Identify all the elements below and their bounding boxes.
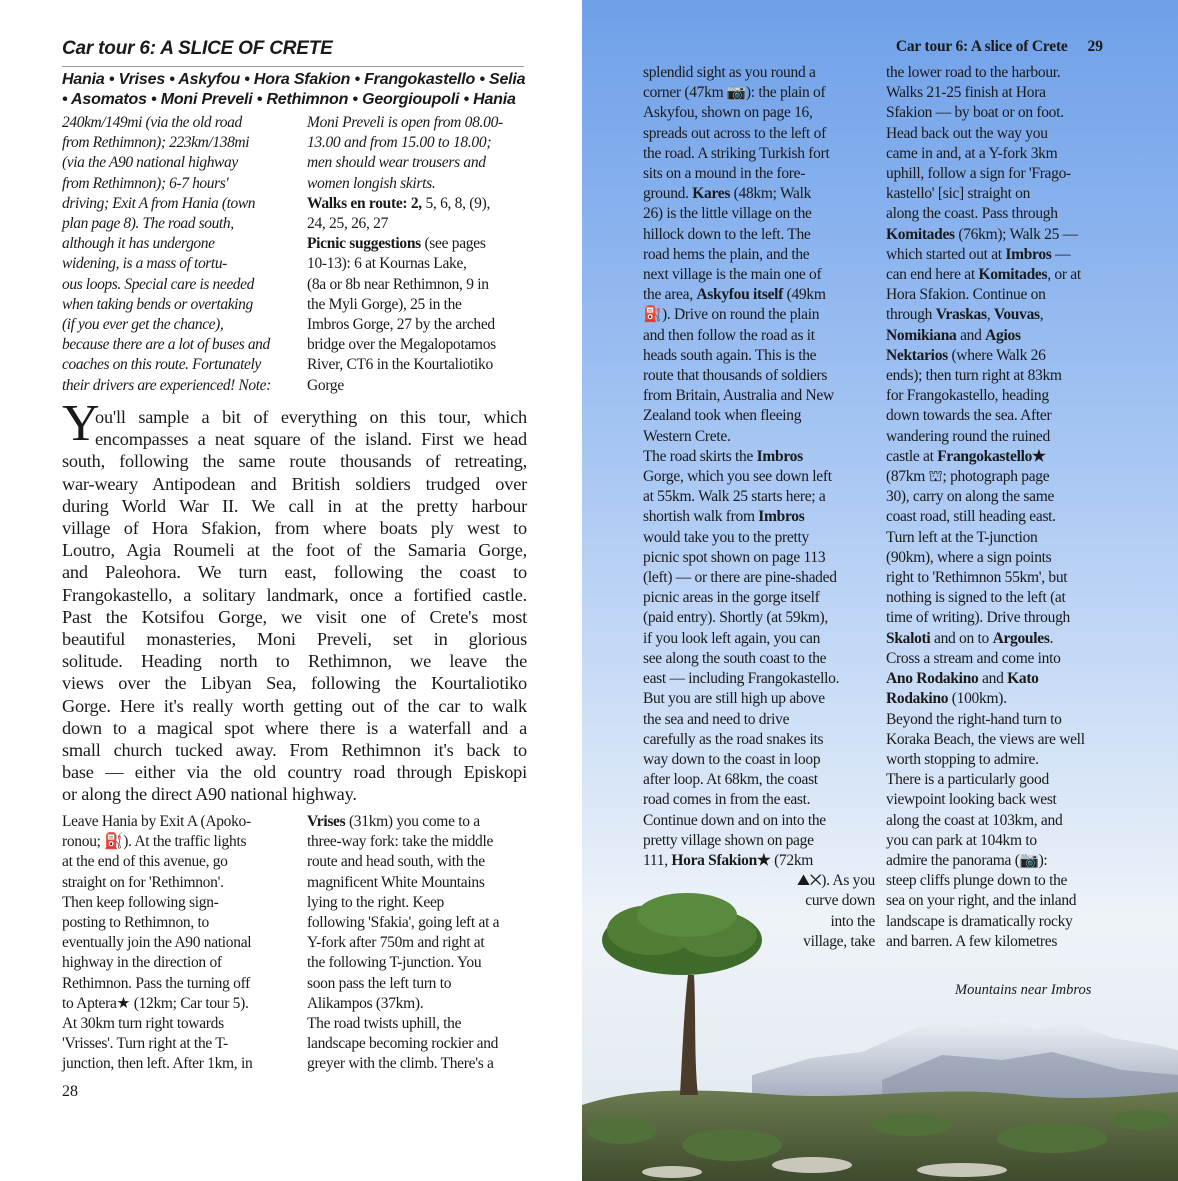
body-line: Koraka Beach, the views are well xyxy=(886,730,1085,748)
body-line: landscape is dramatically rocky xyxy=(886,912,1073,930)
body-line: highway in the direction of xyxy=(62,954,222,972)
body-line: admire the panorama (📷): xyxy=(886,851,1048,869)
intro-line: during World War II. We call in at the pretty harbour xyxy=(62,495,527,516)
body-line: Askyfou, shown on page 16, xyxy=(643,104,813,122)
body-line: ends); then turn right at 83km xyxy=(886,367,1062,385)
intro-line: down to a magical spot where there is a waterfall and a xyxy=(62,717,527,738)
body-line: 'Vrisses'. Turn right at the T- xyxy=(62,1035,228,1053)
body-line: Zealand took when fleeing xyxy=(643,407,802,425)
body-line: can end here at Komitades, or at xyxy=(886,266,1081,284)
walks-label: Walks en route: xyxy=(307,194,408,212)
body-line: to Aptera★ (12km; Car tour 5). xyxy=(62,994,249,1012)
body-line: Y-fork after 750m and right at xyxy=(307,934,485,952)
body-line: Continue down and on into the xyxy=(643,811,826,829)
body-line: Hora Sfakion. Continue on xyxy=(886,286,1046,304)
body-line: Head back out the way you xyxy=(886,124,1048,142)
body-line: would take you to the pretty xyxy=(643,528,809,546)
picnic-line: River, CT6 in the Kourtaliotiko xyxy=(307,356,493,374)
intro-line: village of Hora Sfakion, from where boats ply west to xyxy=(62,518,527,539)
photo-caption: Mountains near Imbros xyxy=(955,982,1092,998)
intro-line: solitude. Heading north to Rethimnon, we leave the xyxy=(62,651,527,672)
body-line: wandering round the ruined xyxy=(886,427,1050,445)
route-line: • Asomatos • Moni Preveli • Rethimnon • Georgioupoli • Hania xyxy=(62,91,516,108)
body-line: the following T-junction. You xyxy=(307,954,482,972)
body-line: ⛰✕). As you xyxy=(797,872,875,890)
body-line: for Frangokastello, heading xyxy=(886,387,1049,405)
info-line: men should wear trousers and xyxy=(307,154,486,172)
body-line: into the xyxy=(830,912,875,930)
info-line: (if you ever get the chance), xyxy=(62,316,224,334)
picnic-line: bridge over the Megalopotamos xyxy=(307,336,496,354)
body-line: route that thousands of soldiers xyxy=(643,367,828,385)
title-rule xyxy=(62,66,524,67)
body-line: Komitades (76km); Walk 25 — xyxy=(886,225,1078,243)
body-line: time of writing). Drive through xyxy=(886,609,1070,627)
body-line: Leave Hania by Exit A (Apoko- xyxy=(62,813,251,830)
intro-line: and Paleohora. We turn east, following the coast to xyxy=(62,562,527,583)
body-line: Alikampos (37km). xyxy=(307,994,424,1012)
walks-en-route xyxy=(307,194,539,214)
body-column-4 xyxy=(886,63,1118,952)
body-line: ⛽). Drive on round the plain xyxy=(643,306,820,324)
body-line: coast road, still heading east. xyxy=(886,508,1056,526)
body-line: picnic spot shown on page 113 xyxy=(643,548,826,566)
info-line: coaches on this route. Fortunately xyxy=(62,356,261,374)
intro-line: ou'll sample a bit of everything on this tour, which xyxy=(95,407,527,427)
body-line: Nektarios (where Walk 26 xyxy=(886,346,1046,364)
body-line: Western Crete. xyxy=(643,427,731,445)
picnic-line: the Myli Gorge), 25 in the xyxy=(307,295,462,313)
info-line: driving; Exit A from Hania (town xyxy=(62,194,256,212)
picnic-suggestions xyxy=(307,234,539,396)
body-line: viewpoint looking back west xyxy=(886,791,1057,809)
body-line: at 55km. Walk 25 starts here; a xyxy=(643,488,826,506)
body-line: shortish walk from Imbros xyxy=(643,508,805,526)
body-line: sea on your right, and the inland xyxy=(886,892,1077,910)
body-column-1 xyxy=(62,812,302,1075)
info-line: from Rethimnon); 223km/138mi xyxy=(62,134,250,152)
info-line: women longish skirts. xyxy=(307,174,436,192)
body-line: came in and, at a Y-fork 3km xyxy=(886,144,1058,162)
body-line: heads south again. This is the xyxy=(643,346,817,364)
place-vrises: Vrises xyxy=(307,813,346,830)
body-line: kastello' [sic] straight on xyxy=(886,185,1031,203)
body-line: ground. Kares (48km; Walk xyxy=(643,185,812,203)
body-line: worth stopping to admire. xyxy=(886,750,1039,768)
body-line: if you look left again, you can xyxy=(643,629,821,647)
col2-text xyxy=(307,832,539,1074)
col2-line: (31km) you come to a xyxy=(345,813,480,830)
body-line: Then keep following sign- xyxy=(62,893,219,911)
body-line: road comes in from the east. xyxy=(643,791,811,809)
picnic-text xyxy=(307,254,539,395)
col2-first-line xyxy=(307,812,539,832)
opening-hours-note xyxy=(307,113,539,194)
info-line: Moni Preveli is open from 08.00- xyxy=(307,114,503,131)
info-line: plan page 8). The road south, xyxy=(62,215,234,233)
body-line: But you are still high up above xyxy=(643,690,825,708)
body-line: village, take xyxy=(803,932,875,950)
body-line: after loop. At 68km, the coast xyxy=(643,771,818,789)
body-line: you can park at 104km to xyxy=(886,831,1037,849)
body-line: next village is the main one of xyxy=(643,266,822,284)
intro-paragraph xyxy=(62,406,527,806)
body-line: (paid entry). Shortly (at 59km), xyxy=(643,609,828,627)
body-line: Beyond the right-hand turn to xyxy=(886,710,1062,728)
info-line: ous loops. Special care is needed xyxy=(62,275,254,293)
body-column-2 xyxy=(307,812,539,1075)
body-line: along the coast at 103km, and xyxy=(886,811,1063,829)
picnic-line: 10-13): 6 at Kournas Lake, xyxy=(307,255,467,273)
drop-cap: Y xyxy=(62,395,100,452)
body-line: 30), carry on along the same xyxy=(886,488,1055,506)
body-line: Cross a stream and come into xyxy=(886,649,1061,667)
body-line: 26) is the little village on the xyxy=(643,205,812,223)
running-head-title: Car tour 6: A slice of Crete xyxy=(895,38,1068,55)
intro-line: war-weary Antipodean and British soldiers trudged over xyxy=(62,473,527,494)
body-line: magnificent White Mountains xyxy=(307,873,485,891)
intro-line: Loutro, Agia Roumeli at the foot of the Samaria Gorge, xyxy=(62,540,527,561)
picnic-label: Picnic suggestions xyxy=(307,235,421,253)
body-line: steep cliffs plunge down to the xyxy=(886,872,1068,890)
body-line: the area, Askyfou itself (49km xyxy=(643,286,826,304)
body-line: at the end of this avenue, go xyxy=(62,853,228,871)
body-line: right to 'Rethimnon 55km', but xyxy=(886,569,1068,587)
body-line: down towards the sea. After xyxy=(886,407,1052,425)
body-line: which started out at Imbros — xyxy=(886,245,1071,263)
body-line: and then follow the road as it xyxy=(643,326,815,344)
info-line: when taking bends or overtaking xyxy=(62,295,253,313)
body-line: nothing is signed to the left (at xyxy=(886,589,1066,607)
body-line: 111, Hora Sfakion★ (72km xyxy=(643,851,814,869)
body-line: way down to the coast in loop xyxy=(643,750,821,768)
body-line: hillock down to the left. The xyxy=(643,225,811,243)
body-line: Skaloti and on to Argoules. xyxy=(886,629,1054,647)
info-line: their drivers are experienced! Note: xyxy=(62,376,271,394)
body-line: the road. A striking Turkish fort xyxy=(643,144,830,162)
body-line: greyer with the climb. There's a xyxy=(307,1055,494,1073)
body-line: Turn left at the T-junction xyxy=(886,528,1038,546)
intro-line: encompasses a neat square of the island. First we head xyxy=(95,429,527,450)
walks-first: 2, xyxy=(407,194,422,212)
picnic-line: Imbros Gorge, 27 by the arched xyxy=(307,316,495,334)
body-line: (87km ⛫; photograph page xyxy=(886,468,1050,486)
body-line: pretty village shown on page xyxy=(643,831,814,849)
body-line: following 'Sfakia', going left at a xyxy=(307,914,500,932)
body-line: The road twists uphill, the xyxy=(307,1015,462,1033)
info-line: widening, is a mass of tortu- xyxy=(62,255,227,273)
page-title: Car tour 6: A SLICE OF CRETE xyxy=(62,38,333,59)
body-line: through Vraskas, Vouvas, xyxy=(886,306,1044,324)
intro-line: Gorge. Here it's really worth getting out of the car to walk xyxy=(62,695,527,716)
body-line: from Britain, Australia and New xyxy=(643,387,834,405)
intro-line: base — either via the old country road through Episkopi xyxy=(62,762,527,783)
body-line: straight on for 'Rethimnon'. xyxy=(62,873,224,891)
intro-line: Frangokastello, a solitary landmark, once a fortified castle. xyxy=(62,584,527,605)
body-line: and barren. A few kilometres xyxy=(886,932,1058,950)
body-line: east — including Frangokastello. xyxy=(643,670,840,688)
walks-list: 5, 6, 8, (9), xyxy=(421,194,491,212)
info-line: from Rethimnon); 6-7 hours' xyxy=(62,174,229,192)
body-line: There is a particularly good xyxy=(886,771,1049,789)
intro-line: views over the Libyan Sea, following the Kourtaliotiko xyxy=(62,673,527,694)
body-line: Ano Rodakino and Kato xyxy=(886,670,1039,688)
intro-line: south, following the same route thousands of retreating, xyxy=(62,451,527,472)
body-line: the sea and need to drive xyxy=(643,710,790,728)
info-line: although it has undergone xyxy=(62,235,215,253)
body-line: eventually join the A90 national xyxy=(62,934,252,952)
info-line: 13.00 and from 15.00 to 18.00; xyxy=(307,134,492,152)
route-summary xyxy=(62,70,532,110)
body-line: soon pass the left turn to xyxy=(307,974,452,992)
body-line: castle at Frangokastello★ xyxy=(886,447,1046,465)
intro-line: beautiful monasteries, Moni Preveli, set in glorious xyxy=(62,629,527,650)
body-line: spreads out across to the left of xyxy=(643,124,826,142)
picnic-line: Gorge xyxy=(307,376,344,394)
body-line: lying to the right. Keep xyxy=(307,893,445,911)
body-line: road hems the plain, and the xyxy=(643,245,810,263)
running-head xyxy=(896,38,1086,56)
body-line: along the coast. Pass through xyxy=(886,205,1058,223)
body-line: Gorge, which you see down left xyxy=(643,468,832,486)
body-column-3 xyxy=(643,63,875,952)
body-line: route and head south, with the xyxy=(307,853,485,871)
page-number-right: 29 xyxy=(1087,38,1103,55)
body-line: posting to Rethimnon, to xyxy=(62,914,209,932)
body-line: see along the south coast to the xyxy=(643,649,827,667)
body-line: ronou; ⛽). At the traffic lights xyxy=(62,833,247,851)
intro-line: or along the direct A90 national highway. xyxy=(62,784,357,805)
walks-line2: 24, 25, 26, 27 xyxy=(307,215,389,233)
picnic-line: (8a or 8b near Rethimnon, 9 in xyxy=(307,275,489,293)
body-line: three-way fork: take the middle xyxy=(307,833,494,851)
route-line: Hania • Vrises • Askyfou • Hora Sfakion • Frangokastello • Selia xyxy=(62,71,526,88)
body-line: picnic areas in the gorge itself xyxy=(643,589,820,607)
body-line: Rethimnon. Pass the turning off xyxy=(62,974,251,992)
body-line: Sfakion — by boat or on foot. xyxy=(886,104,1064,122)
body-line: splendid sight as you round a xyxy=(643,64,816,81)
info-line: (via the A90 national highway xyxy=(62,154,238,172)
info-line: because there are a lot of buses and xyxy=(62,336,270,354)
body-line: landscape becoming rockier and xyxy=(307,1035,499,1053)
body-line: carefully as the road snakes its xyxy=(643,730,824,748)
intro-line: small church tucked away. From Rethimnon it's back to xyxy=(62,740,527,761)
tour-info-right xyxy=(307,113,539,396)
body-line: Walks 21-25 finish at Hora xyxy=(886,84,1046,102)
body-line: At 30km turn right towards xyxy=(62,1015,224,1033)
intro-line: Past the Kotsifou Gorge, we visit one of Crete's most xyxy=(62,606,527,627)
body-line: corner (47km 📷): the plain of xyxy=(643,84,826,102)
page-number-left: 28 xyxy=(62,1083,78,1100)
body-line: Rodakino (100km). xyxy=(886,690,1007,708)
picnic-line: (see pages xyxy=(420,235,486,253)
body-line: (left) — or there are pine-shaded xyxy=(643,569,837,587)
body-line: sits on a mound in the fore- xyxy=(643,165,806,183)
body-line: junction, then left. After 1km, in xyxy=(62,1055,253,1073)
body-line: curve down xyxy=(805,892,875,910)
body-line: (90km), where a sign points xyxy=(886,548,1052,566)
tour-info-left xyxy=(62,113,302,396)
body-line: Nomikiana and Agios xyxy=(886,326,1021,344)
body-line: the lower road to the harbour. xyxy=(886,64,1061,81)
body-line: The road skirts the Imbros xyxy=(643,447,803,465)
body-line: uphill, follow a sign for 'Frago- xyxy=(886,165,1071,183)
info-line: 240km/149mi (via the old road xyxy=(62,114,242,131)
